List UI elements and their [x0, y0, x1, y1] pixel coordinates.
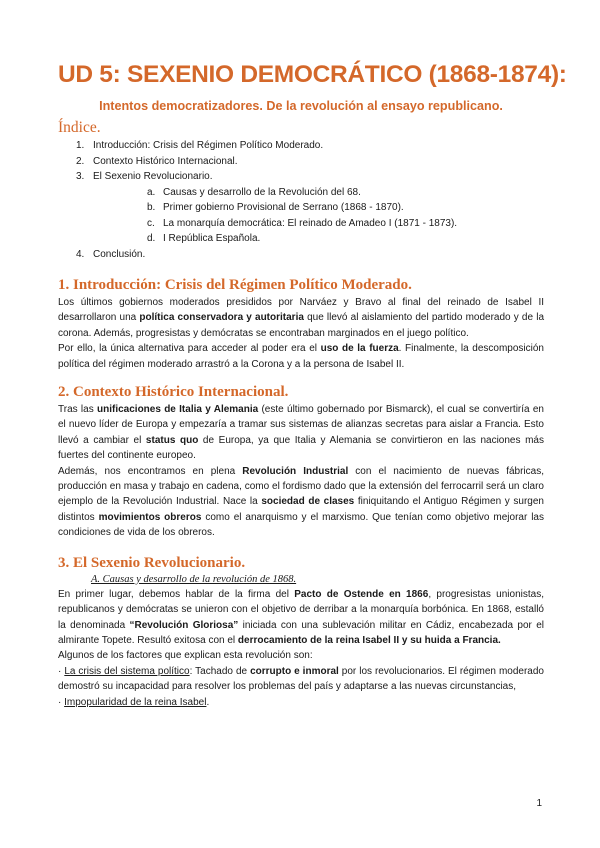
toc-sublist — [93, 185, 544, 247]
page-number: 1 — [536, 798, 542, 809]
index-heading: Índice. — [58, 119, 101, 136]
section-3-paragraph-1: En primer lugar, debemos hablar de la firma del Pacto de Ostende en 1866, progresistas unionistas, republicanos y demócratas se unieron con el objetivo de derribar a la monarquía borbónica. En 1868, estalló la denominada “Revolución Gloriosa” iniciada con una sublevación militar en Cádiz, encabezada por el almirante Topete. Resultó exitosa con el derrocamiento de la reina Isabel II y su huida a Francia. — [58, 588, 544, 646]
document-subtitle: Intentos democratizadores. De la revolución al ensayo republicano. — [99, 99, 503, 113]
toc-item: 4. Conclusión. — [76, 248, 146, 260]
section-2-paragraph-2: Además, nos encontramos en plena Revolución Industrial con el nacimiento de nuevas fábricas, producción en masa y trabajo en cadena, como el fordismo dado que la extensión del ferrocarril será un claro ejemplo de la Revolución Industrial. Nace la sociedad de clases finiquitando el Antiguo Régimen y surgen distintos movimientos obreros como el anarquismo y el marxismo. Que tenían como objetivo mejorar las condiciones de vida de los obreros. — [58, 465, 544, 539]
section-1-paragraph-1: Los últimos gobiernos moderados presididos por Narváez y Bravo al final del reinado de Isabel II desarrollaron una política conservadora y autoritaria que llevó al aislamiento del partido moderado y de la corona. Además, progresistas y demócratas se encontraban marginados en el juego político. — [58, 297, 544, 339]
section-2-paragraph-1: Tras las unificaciones de Italia y Alemania (este último gobernado por Bismarck), el cual se convertiría en el nuevo líder de Europa y empezaría a tramar sus sistemas de alianzas secretas para aislar a Francia. Esto llevó a cambiar el status quo de Europa, ya que Italia y Alemania se convirtieron en las naciones más fuertes del continente europeo. — [58, 404, 544, 462]
toc-item: 1. Introducción: Crisis del Régimen Político Moderado. — [76, 140, 324, 151]
section-3-paragraph-4: · Impopularidad de la reina Isabel. — [58, 696, 210, 708]
section-2-heading: 2. Contexto Histórico Internacional. — [58, 384, 289, 401]
section-3-paragraph-3: · La crisis del sistema político: Tachado de corrupto e inmoral por los revolucionarios. El régimen moderado demostró su incapacidad para resolver los problemas del país y adaptarse a las nuevas circunstancias, — [58, 665, 544, 693]
toc-subitem: a. Causas y desarrollo de la Revolución del 68. — [147, 186, 361, 198]
toc-item: 3. El Sexenio Revolucionario. a. Causas y desarrollo de la Revolución del 68. b. Primer gobierno Provisional de Serrano (1868 - 1870). c. La monarquía democrática: El reinado de Amadeo I (1871 - 1873). d. I República Española. — [58, 169, 544, 247]
section-3a-subheading: A. Causas y desarrollo de la revolución de 1868. — [91, 573, 297, 585]
document-page — [58, 60, 567, 710]
toc-subitem: b. Primer gobierno Provisional de Serrano (1868 - 1870). — [147, 202, 404, 213]
section-1-heading: 1. Introducción: Crisis del Régimen Político Moderado. — [58, 277, 412, 293]
section-3-paragraph-2: Algunos de los factores que explican esta revolución son: — [58, 650, 313, 662]
table-of-contents — [58, 138, 544, 262]
section-1-paragraph-2: Por ello, la única alternativa para acceder al poder era el uso de la fuerza. Finalmente, la descomposición política del régimen moderado arrastró a la Corona y a la persona de Isabel II. — [58, 343, 544, 370]
toc-subitem: d. I República Española. — [147, 233, 261, 244]
toc-item: 2. Contexto Histórico Internacional. — [76, 155, 238, 167]
section-3-heading: 3. El Sexenio Revolucionario. — [58, 554, 246, 571]
document-title: UD 5: SEXENIO DEMOCRÁTICO (1868-1874): — [58, 61, 567, 88]
toc-subitem: c. La monarquía democrática: El reinado de Amadeo I (1871 - 1873). — [147, 217, 458, 229]
